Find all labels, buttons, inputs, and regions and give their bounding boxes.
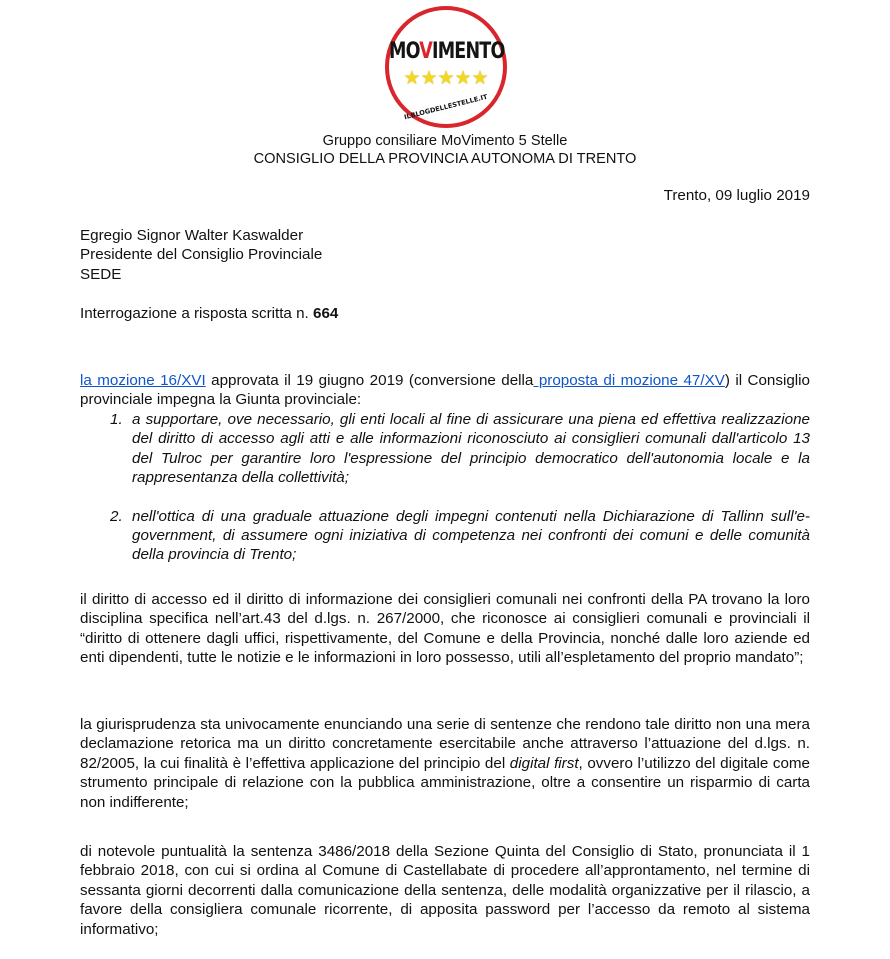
subject-line [80, 304, 810, 323]
list-item: 2. nell'ottica di una graduale attuazione degli impegni contenuti nella Dichiarazione di Tallinn sull'e-government, di assumere ogni iniziativa di competenza nei confronti dei comuni e delle comunità della provincia di Trento; [110, 507, 810, 564]
movimento-5-stelle-logo [385, 6, 507, 128]
list-item: 1. a supportare, ove necessario, gli enti locali al fine di assicurare una piena ed effettiva realizzazione del diritto di accesso agli atti e alle informazioni riconosciuto ai consiglieri comunali dall'articolo 13 del Tulroc per garantire loro l'espressione del principio democratico dell'autonomia locale e la rappresentanza della collettività; [110, 411, 810, 487]
group-name: Gruppo consiliare MoVimento 5 Stelle [322, 133, 568, 149]
recipient-title: Presidente del Consiglio Provinciale [80, 246, 323, 264]
logo-url-text: ILBLOGDELLESTELLE.IT [403, 92, 489, 122]
recipient-name: Egregio Signor Walter Kaswalder [80, 227, 304, 244]
paragraph-jurisprudence: la giurisprudenza sta univocamente enunciando una serie di sentenze che rendono tale diritto non una mera declamazione retorica ma un diritto concretamente esercitabile anche attraverso l’attuazione del d.lgs. n. 82/2005, la cui finalità è l’effettiva applicazione del principio del digital first, ovvero l’utilizzo del digitale come strumento principale di relazione con la pubblica amministrazione, oltre a consentire un risparmio di carta non indifferente; [80, 716, 811, 811]
intro-paragraph: la mozione 16/XVI approvata il 19 giugno 2019 (conversione della proposta di mozione 47/XV) il Consiglio provinciale impegna la Giunta provinciale: [80, 372, 810, 409]
paragraph-access-right: il diritto di accesso ed il diritto di informazione dei consiglieri comunali nei confronti della PA trovano la loro disciplina specifica nell’art.43 del d.lgs. n. 267/2000, che riconosce ai consiglieri comunali e provinciali il “diritto di ottenere dagli uffici, rispettivamente, del Comune e della Provincia, nonché dalle loro aziende ed enti dipendenti, tutte le notizie e le informazioni in loro possesso, utili all’espletamento del proprio mandato”; [80, 591, 810, 667]
logo-wordmark: MOVIMENTO [389, 39, 505, 65]
council-name: CONSIGLIO DELLA PROVINCIA AUTONOMA DI TRENTO [253, 151, 637, 167]
commitments-list [110, 410, 810, 565]
recipient-address [80, 226, 810, 284]
subject-label: Interrogazione a risposta scritta n. [80, 305, 313, 322]
letter-date: Trento, 09 luglio 2019 [663, 187, 810, 204]
five-stars-icon: ★★★★★ [403, 68, 489, 89]
mozione-16-xvi-link[interactable]: la mozione 16/XVI [80, 372, 206, 389]
proposta-mozione-47-xv-link[interactable]: proposta di mozione 47/XV [533, 372, 725, 389]
paragraph-sentence-3486: di notevole puntualità la sentenza 3486/2018 della Sezione Quinta del Consiglio di Stato, pronunciata il 1 febbraio 2018, con cui si ordina al Comune di Castellabate di procedere all’approntamento, nel termine di sessanta giorni decorrenti dalla comunicazione della sentenza, delle modalità organizzative per il rilascio, a favore della consigliera comunale ricorrente, di apposita password per l’accesso da remoto al sistema informativo; [80, 843, 810, 938]
interrogation-number: 664 [313, 305, 339, 322]
recipient-location: SEDE [80, 265, 122, 283]
